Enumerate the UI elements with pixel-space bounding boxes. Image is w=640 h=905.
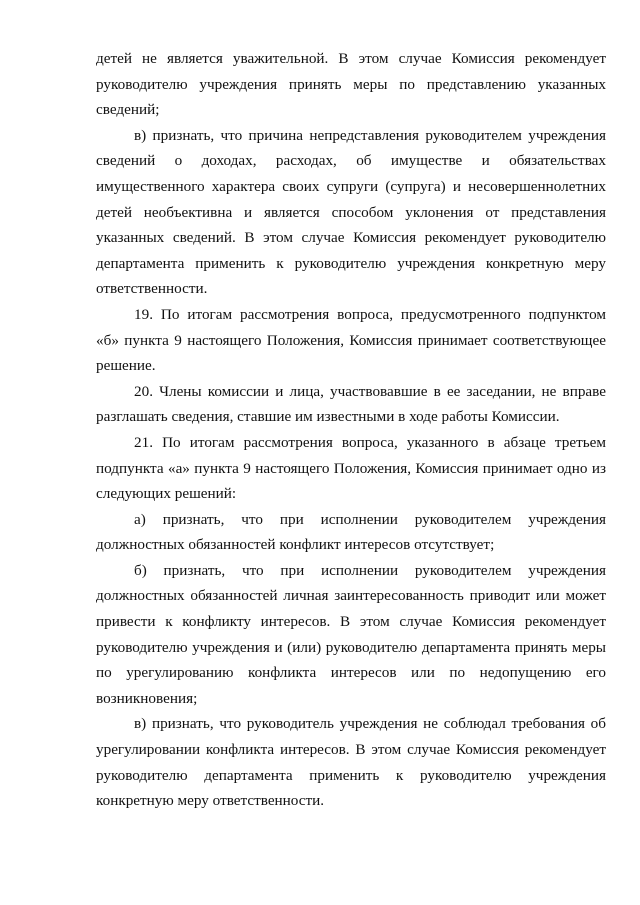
document-page	[96, 46, 606, 814]
paragraph-item-a-no-conflict: а) признать, что при исполнении руководителем учреждения должностных обязанностей конфликт интересов отсутствует;	[96, 510, 606, 554]
paragraph-item-b-conflict-possible: б) признать, что при исполнении руководителем учреждения должностных обязанностей личная заинтересованность приводит или может привести к конфликту интересов. В этом случае Комиссия рекомендует руководителю учреждения и (или) руководителю департамента принять меры по урегулированию конфликта интересов или по недопущению его возникновения;	[96, 561, 606, 707]
paragraph-clause-21: 21. По итогам рассмотрения вопроса, указанного в абзаце третьем подпункта «а» пункта 9 настоящего Положения, Комиссия принимает одно из следующих решений:	[96, 433, 606, 503]
paragraph-clause-19: 19. По итогам рассмотрения вопроса, предусмотренного подпунктом «б» пункта 9 настоящего Положения, Комиссия принимает соответствующее решение.	[96, 305, 606, 375]
paragraph-clause-20: 20. Члены комиссии и лица, участвовавшие в ее заседании, не вправе разглашать сведения, ставшие им известными в ходе работы Комиссии.	[96, 382, 606, 426]
paragraph-item-v-nonobjective: в) признать, что причина непредставления руководителем учреждения сведений о доходах, расходах, об имуществе и обязательствах имущественного характера своих супруги (супруга) и несовершеннолетних детей необъективна и является способом уклонения от представления указанных сведений. В этом случае Комиссия рекомендует руководителю департамента применить к руководителю учреждения конкретную меру ответственности.	[96, 126, 606, 298]
paragraph-item-v-not-complied: в) признать, что руководитель учреждения не соблюдал требования об урегулировании конфликта интересов. В этом случае Комиссия рекомендует руководителю департамента применить к руководителю учреждения конкретную меру ответственности.	[96, 715, 606, 810]
paragraph-continuation: детей не является уважительной. В этом случае Комиссия рекомендует руководителю учреждения принять меры по представлению указанных сведений;	[96, 50, 606, 119]
